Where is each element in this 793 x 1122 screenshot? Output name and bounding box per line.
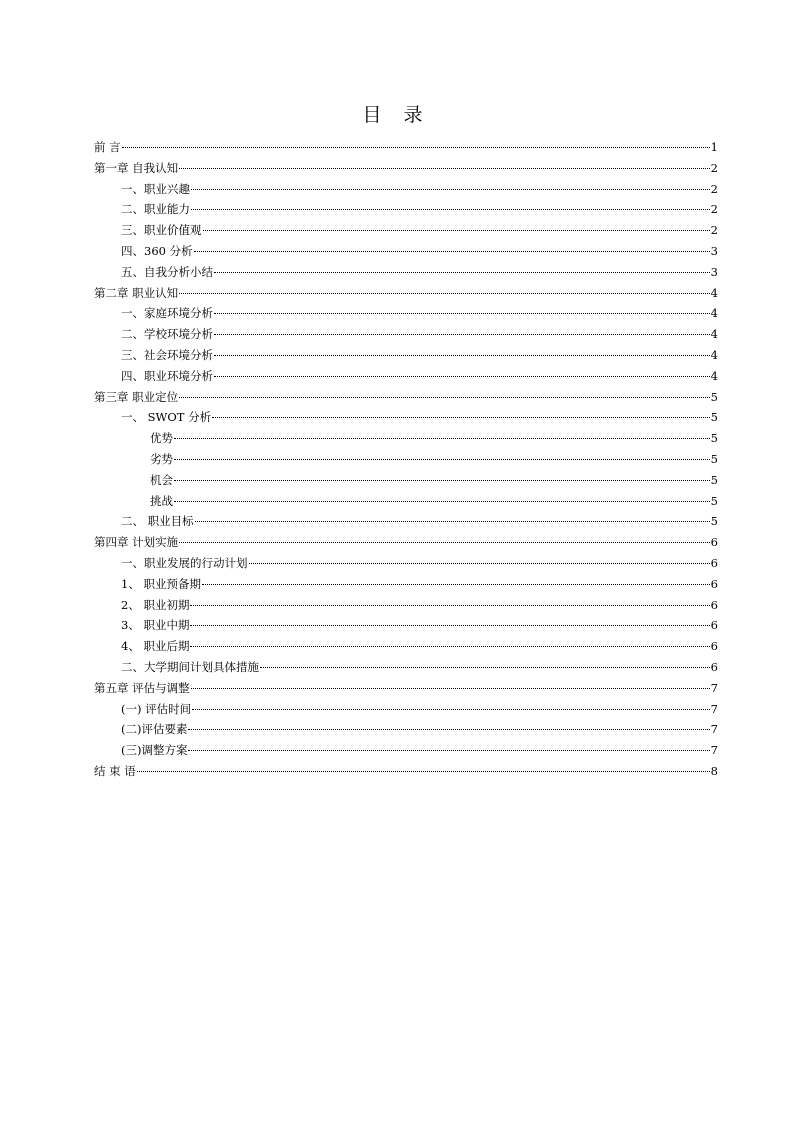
dot-leader xyxy=(203,230,710,231)
toc-entry-label: 二、大学期间计划具体措施 xyxy=(121,659,259,674)
toc-entry[interactable] xyxy=(94,407,718,428)
toc-entry-label: 结 束 语 xyxy=(94,763,136,778)
toc-entry[interactable] xyxy=(94,719,718,740)
toc-entry-page-number: 8 xyxy=(710,763,718,778)
toc-entry-label: 一、职业兴趣 xyxy=(121,181,190,196)
toc-entry-label: 四、360 分析 xyxy=(121,243,193,258)
toc-entry-page-number: 7 xyxy=(710,701,718,716)
toc-entry-label: 第一章 自我认知 xyxy=(94,160,179,175)
toc-entry-label: 劣势 xyxy=(150,451,173,466)
toc-entry-label: 优势 xyxy=(150,431,173,446)
toc-entry-label: 三、职业价值观 xyxy=(121,223,202,238)
dot-leader xyxy=(174,501,710,502)
toc-entry-label: 第四章 计划实施 xyxy=(94,535,179,550)
toc-entry-label: 二、 职业目标 xyxy=(121,514,194,529)
toc-entry-page-number: 5 xyxy=(710,451,718,466)
dot-leader xyxy=(174,459,710,460)
toc-entry-page-number: 3 xyxy=(710,264,718,279)
toc-entry-label: 三、社会环境分析 xyxy=(121,347,213,362)
toc-entry[interactable] xyxy=(94,699,718,720)
toc-entry[interactable] xyxy=(94,324,718,345)
dot-leader xyxy=(214,355,710,356)
toc-entry[interactable] xyxy=(94,158,718,179)
dot-leader xyxy=(191,688,710,689)
toc-entry-page-number: 7 xyxy=(710,722,718,737)
dot-leader xyxy=(188,729,709,730)
dot-leader xyxy=(214,334,710,335)
toc-entry-page-number: 6 xyxy=(710,618,718,633)
toc-entry-label: 第五章 评估与调整 xyxy=(94,680,190,695)
toc-entry[interactable] xyxy=(94,574,718,595)
dot-leader xyxy=(249,563,710,564)
dot-leader xyxy=(179,168,710,169)
dot-leader xyxy=(191,189,710,190)
toc-entry-page-number: 5 xyxy=(710,389,718,404)
toc-entry[interactable] xyxy=(94,615,718,636)
toc-entry-label: 挑战 xyxy=(150,493,173,508)
toc-entry-page-number: 4 xyxy=(710,368,718,383)
toc-entry-label: 3、 职业中期 xyxy=(121,618,190,633)
toc-entry-label: 4、 职业后期 xyxy=(121,639,190,654)
dot-leader xyxy=(195,521,710,522)
toc-entry-label: 机会 xyxy=(150,472,173,487)
dot-leader xyxy=(260,667,710,668)
toc-entry-label: (二)评估要素 xyxy=(121,722,188,737)
toc-entry-label: 第二章 职业认知 xyxy=(94,285,179,300)
toc-entry-page-number: 5 xyxy=(710,472,718,487)
toc-entry[interactable] xyxy=(94,761,718,782)
dot-leader xyxy=(179,293,710,294)
toc-entry-page-number: 6 xyxy=(710,597,718,612)
toc-entry-page-number: 2 xyxy=(710,223,718,238)
toc-entry[interactable] xyxy=(94,345,718,366)
dot-leader xyxy=(212,417,710,418)
dot-leader xyxy=(192,709,710,710)
toc-entry-page-number: 6 xyxy=(710,555,718,570)
toc-entry[interactable] xyxy=(94,220,718,241)
toc-entry-label: (一) 评估时间 xyxy=(121,701,192,716)
toc-entry-page-number: 2 xyxy=(710,181,718,196)
dot-leader xyxy=(174,480,710,481)
toc-entry[interactable] xyxy=(94,449,718,470)
toc-entry-page-number: 7 xyxy=(710,680,718,695)
dot-leader xyxy=(190,646,709,647)
dot-leader xyxy=(188,750,709,751)
toc-entry-label: 五、自我分析小结 xyxy=(121,264,213,279)
toc-entry-page-number: 7 xyxy=(710,743,718,758)
toc-entry[interactable] xyxy=(94,241,718,262)
toc-entry-label: 前 言 xyxy=(94,140,121,154)
dot-leader xyxy=(179,397,710,398)
dot-leader xyxy=(137,771,710,772)
toc-entry[interactable] xyxy=(94,532,718,553)
toc-entry-label: 四、职业环境分析 xyxy=(121,368,213,383)
toc-entry-page-number: 5 xyxy=(710,514,718,529)
toc-entry-page-number: 6 xyxy=(710,576,718,591)
page-title: 目 录 xyxy=(362,104,431,126)
toc-entry-page-number: 4 xyxy=(710,285,718,300)
dot-leader xyxy=(214,376,710,377)
dot-leader xyxy=(190,605,709,606)
toc-entry[interactable] xyxy=(94,470,718,491)
toc-entry-label: 二、学校环境分析 xyxy=(121,327,213,342)
dot-leader xyxy=(214,313,710,314)
toc-entry-page-number: 2 xyxy=(710,160,718,175)
dot-leader xyxy=(191,209,710,210)
toc-entry-label: 一、职业发展的行动计划 xyxy=(121,555,248,570)
toc-entry[interactable] xyxy=(94,657,718,678)
toc-entry-label: 1、 职业预备期 xyxy=(121,576,201,591)
toc-entry-page-number: 4 xyxy=(710,347,718,362)
dot-leader xyxy=(214,272,710,273)
toc-entry-page-number: 2 xyxy=(710,202,718,217)
table-of-contents xyxy=(94,137,718,782)
toc-entry[interactable] xyxy=(94,636,718,657)
toc-entry[interactable] xyxy=(94,740,718,761)
toc-entry[interactable] xyxy=(94,262,718,283)
toc-entry[interactable] xyxy=(94,678,718,699)
toc-entry-label: 一、家庭环境分析 xyxy=(121,306,213,321)
toc-entry-page-number: 4 xyxy=(710,327,718,342)
toc-entry-page-number: 3 xyxy=(710,243,718,258)
toc-entry[interactable] xyxy=(94,553,718,574)
dot-leader xyxy=(174,438,710,439)
toc-entry[interactable] xyxy=(94,511,718,532)
toc-entry-page-number: 6 xyxy=(710,659,718,674)
toc-entry-page-number: 6 xyxy=(710,639,718,654)
toc-entry-label: 2、 职业初期 xyxy=(121,597,190,612)
toc-entry-page-number: 5 xyxy=(710,410,718,425)
toc-entry-page-number: 5 xyxy=(710,431,718,446)
toc-entry[interactable] xyxy=(94,303,718,324)
dot-leader xyxy=(179,542,710,543)
toc-entry-label: 一、 SWOT 分析 xyxy=(121,410,212,425)
toc-entry[interactable] xyxy=(94,199,718,220)
dot-leader xyxy=(194,251,710,252)
toc-entry-label: 第三章 职业定位 xyxy=(94,389,179,404)
toc-entry[interactable] xyxy=(94,387,718,408)
toc-entry[interactable] xyxy=(94,137,718,158)
toc-entry[interactable] xyxy=(94,491,718,512)
toc-entry[interactable] xyxy=(94,428,718,449)
toc-entry[interactable] xyxy=(94,595,718,616)
dot-leader xyxy=(202,584,710,585)
toc-entry-page-number: 4 xyxy=(710,306,718,321)
toc-entry-page-number: 6 xyxy=(710,535,718,550)
dot-leader xyxy=(122,147,710,148)
toc-entry[interactable] xyxy=(94,179,718,200)
toc-entry-page-number: 5 xyxy=(710,493,718,508)
toc-entry-label: (三)调整方案 xyxy=(121,743,188,758)
toc-entry[interactable] xyxy=(94,366,718,387)
toc-entry[interactable] xyxy=(94,283,718,304)
toc-entry-label: 二、职业能力 xyxy=(121,202,190,217)
toc-entry-page-number: 1 xyxy=(710,140,718,154)
dot-leader xyxy=(190,625,709,626)
